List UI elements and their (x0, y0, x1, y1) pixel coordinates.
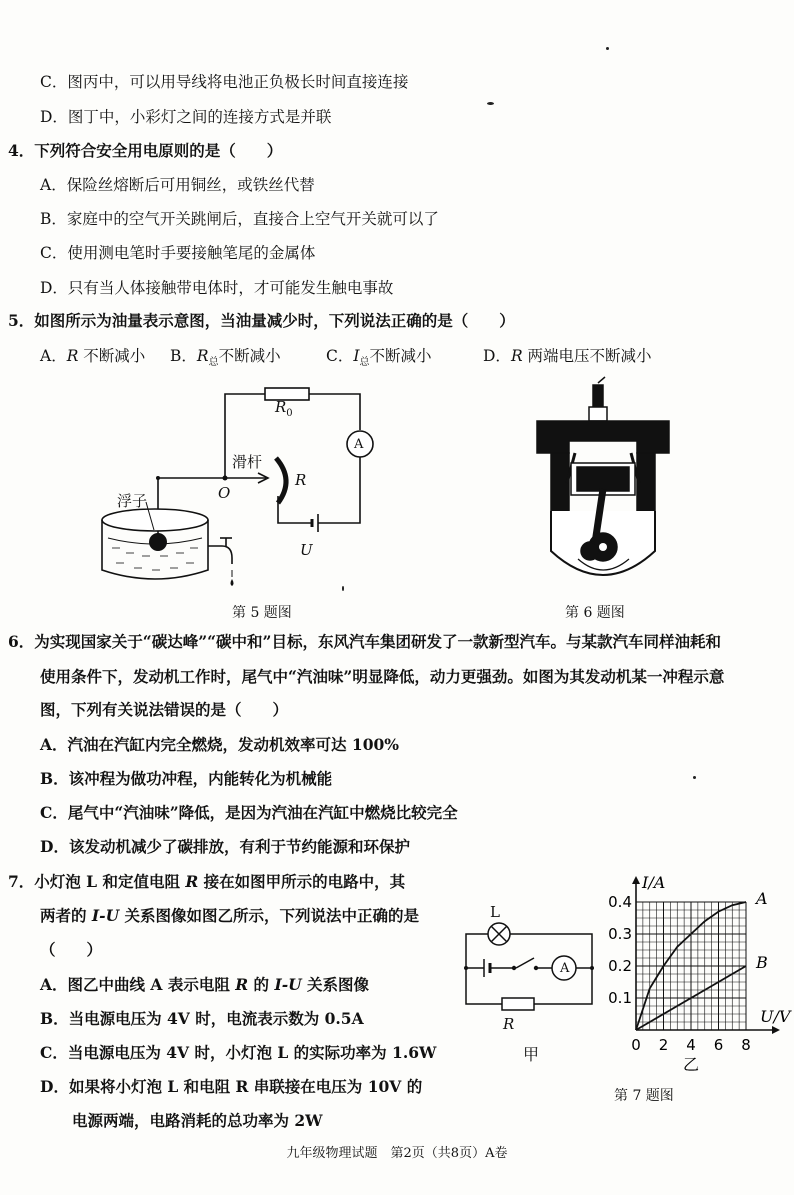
r0-label: $R_0$ (275, 398, 293, 419)
page-footer: 九年级物理试题 第2页（共8页）A卷 (286, 1146, 508, 1161)
y-tick-label: 0.2 (608, 957, 632, 975)
source-label: U (300, 541, 313, 559)
fig7-circuit-diagram (462, 910, 597, 1015)
q5-option-d: D．R 两端电压不断减小 (483, 347, 652, 365)
q4-option-b: B．家庭中的空气开关跳闸后，直接合上空气开关就可以了 (40, 210, 439, 228)
q7-stem-line1: 7．小灯泡 L 和定值电阻 R 接在如图甲所示的电路中，其 (8, 872, 406, 891)
x-tick-label: 6 (713, 1036, 724, 1054)
fig7-jia-label: 甲 (523, 1045, 540, 1064)
y-axis-arrow (632, 876, 640, 884)
fig6-engine-cylinder-diagram (533, 383, 673, 593)
x-tick-label: 2 (658, 1036, 669, 1054)
series-B-label: B (756, 953, 768, 972)
x-tick-label: 4 (686, 1036, 696, 1054)
lever-label: 滑杆 (232, 453, 263, 471)
q5-option-c: C．$I_总$不断减小 (326, 347, 432, 369)
iu-chart (598, 870, 794, 1074)
q6-option-d: D．该发动机减少了碳排放，有利于节约能源和环保护 (40, 837, 410, 856)
q7-option-d-line2: 电源两端，电路消耗的总功率为 2W (72, 1111, 323, 1130)
q5-option-a: A．R 不断减小 (40, 347, 146, 365)
q5-option-b: B．$R_总$不断减小 (170, 347, 281, 369)
q6-option-a: A．汽油在汽缸内完全燃烧，发动机效率可达 100% (40, 735, 400, 754)
q7-stem-line3: （ ） (40, 940, 103, 959)
x-axis-label: U/V (760, 1007, 791, 1026)
ammeter-label-7: A (560, 961, 570, 976)
q7-option-a: A．图乙中曲线 A 表示电阻 R 的 I-U 关系图像 (40, 975, 370, 994)
float-ball (149, 533, 167, 551)
scan-speck (606, 47, 609, 50)
q6-option-c: C．尾气中“汽油味”降低，是因为汽油在汽缸中燃烧比较完全 (40, 803, 458, 822)
series-A-label: A (756, 889, 768, 908)
y-tick-label: 0.1 (608, 989, 632, 1007)
q3-option-c: C．图丙中，可以用导线将电池正负极长时间直接连接 (40, 73, 409, 91)
fig7-caption: 第 7 题图 (614, 1088, 674, 1104)
q6-stem-line3: 图，下列有关说法错误的是（ ） (40, 700, 289, 719)
x-tick-label: 0 (631, 1036, 641, 1054)
fig5-caption: 第 5 题图 (232, 605, 292, 621)
q7-option-c: C．当电源电压为 4V 时，小灯泡 L 的实际功率为 1.6W (40, 1043, 437, 1062)
y-axis-label: I/A (642, 873, 666, 892)
q6-stem-line1: 6．为实现国家关于“碳达峰”“碳中和”目标，东风汽车集团研发了一款新型汽车。与某款汽车同样油耗和 (8, 632, 721, 651)
ammeter-label: A (354, 437, 364, 452)
resistor-label-7: R (503, 1015, 515, 1033)
q7-stem-line2: 两者的 I-U 关系图像如图乙所示，下列说法中正确的是 (40, 906, 420, 925)
q6-option-b: B．该冲程为做功冲程，内能转化为机械能 (40, 769, 333, 788)
q4-option-a: A．保险丝熔断后可用铜丝，或铁丝代替 (40, 176, 315, 194)
lamp-label: L (490, 903, 500, 921)
fig7-yi-label: 乙 (683, 1055, 700, 1074)
resistor-r-symbol (502, 998, 534, 1010)
q4-option-d: D．只有当人体接触带电体时，才可能发生触电事故 (40, 279, 394, 297)
q4-stem: 4．下列符合安全用电原则的是（ ） (8, 141, 283, 160)
resistor-label: R (295, 471, 307, 489)
q7-option-d-line1: D．如果将小灯泡 L 和电阻 R 串联接在电压为 10V 的 (40, 1077, 423, 1096)
fig6-caption: 第 6 题图 (565, 605, 625, 621)
q3-option-d: D．图丁中，小彩灯之间的连接方式是并联 (40, 108, 332, 126)
q5-stem: 5．如图所示为油量表示意图，当油量减少时，下列说法正确的是（ ） (8, 311, 515, 330)
q7-option-b: B．当电源电压为 4V 时，电流表示数为 0.5A (40, 1009, 364, 1028)
float-label: 浮子 (117, 492, 148, 510)
y-tick-label: 0.3 (608, 925, 632, 943)
y-tick-label: 0.4 (608, 893, 632, 911)
pivot-label: O (218, 484, 231, 502)
q4-option-c: C．使用测电笔时手要接触笔尾的金属体 (40, 244, 316, 262)
q6-stem-line2: 使用条件下，发动机工作时，尾气中“汽油味”明显降低，动力更强劲。如图为其发动机某一冲程示意 (40, 667, 725, 686)
scan-speck (693, 776, 696, 779)
scan-speck (342, 586, 344, 591)
x-axis-arrow (772, 1026, 780, 1034)
x-tick-label: 8 (741, 1036, 751, 1054)
scan-speck (487, 102, 494, 105)
